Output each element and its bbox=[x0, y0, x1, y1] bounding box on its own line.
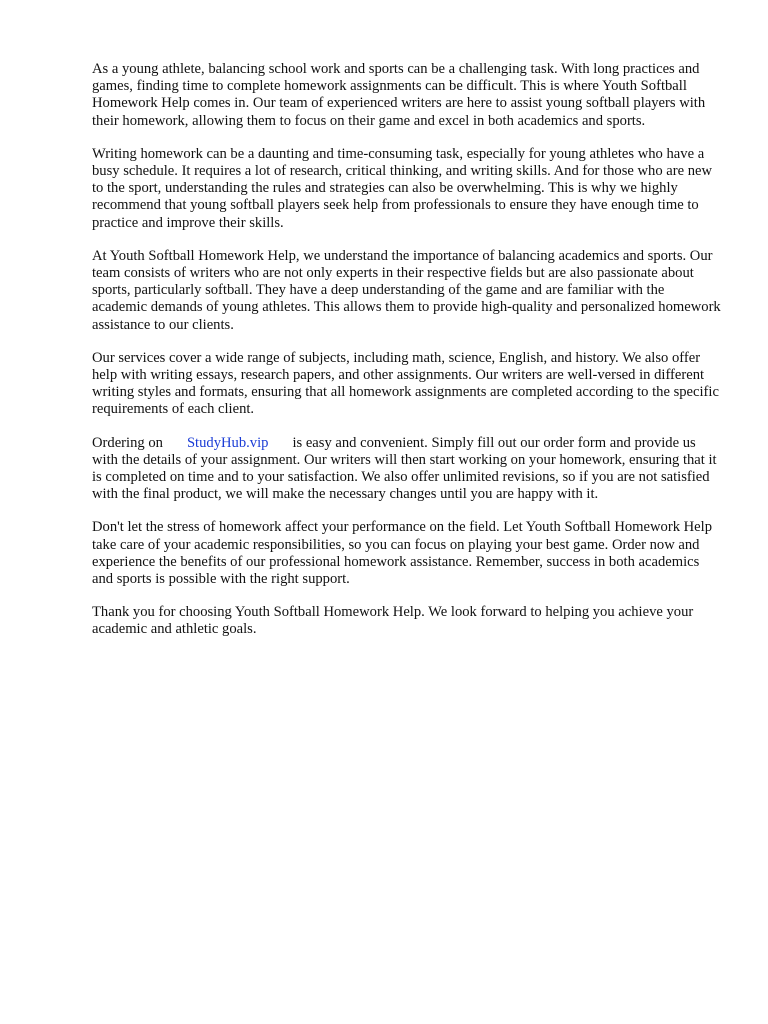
paragraph-ordering bbox=[92, 435, 722, 504]
document-body bbox=[92, 61, 722, 655]
paragraph-intro: As a young athlete, balancing school work and sports can be a challenging task. With long practices and games, finding time to complete homework assignments can be difficult. This is where Youth Softball Homework Help comes in. Our team of experienced writers are here to assist young softball players with their homework, allowing them to focus on their game and excel in both academics and sports. bbox=[92, 61, 706, 129]
paragraph-thank-you: Thank you for choosing Youth Softball Homework Help. We look forward to helping you achieve your academic and athletic goals. bbox=[92, 604, 694, 638]
paragraph-about-team: At Youth Softball Homework Help, we understand the importance of balancing academics and sports. Our team consists of writers who are not only experts in their respective fields but are also passionate about sports, particularly softball. They have a deep understanding of the game and are familiar with the academic demands of young athletes. This allows them to provide high-quality and personalized homework assistance to our clients. bbox=[92, 247, 721, 333]
studyhub-link[interactable]: StudyHub.vip bbox=[186, 434, 269, 451]
paragraph-services: Our services cover a wide range of subjects, including math, science, English, and history. We also offer help with writing essays, research papers, and other assignments. Our writers are well-versed in different writing styles and formats, ensuring that all homework assignments are completed according to the specific requirements of each client. bbox=[92, 349, 719, 418]
paragraph-call-to-action: Don't let the stress of homework affect your performance on the field. Let Youth Softball Homework Help take care of your academic responsibilities, so you can focus on playing your best game. Order now and experience the benefits of our professional homework assistance. Remember, success in both academics and sports is possible with the right support. bbox=[92, 519, 713, 588]
paragraph-challenges: Writing homework can be a daunting and time-consuming task, especially for young athletes who have a busy schedule. It requires a lot of research, critical thinking, and writing skills. And for those who are new to the sport, understanding the rules and strategies can also be overwhelming. This is why we highly recommend that young softball players seek help from professionals to ensure they have enough time to practice and improve their skills. bbox=[92, 145, 713, 231]
ordering-text-before: Ordering on bbox=[92, 434, 163, 451]
ordering-text-after: is easy and convenient. Simply fill out our order form and provide us with the details of your assignment. Our writers will then start working on your homework, ensuring that it is completed on time and to your satisfaction. We also offer unlimited revisions, so if you are not satisfied with the final product, we will make the necessary changes until you are happy with it. bbox=[92, 434, 717, 503]
